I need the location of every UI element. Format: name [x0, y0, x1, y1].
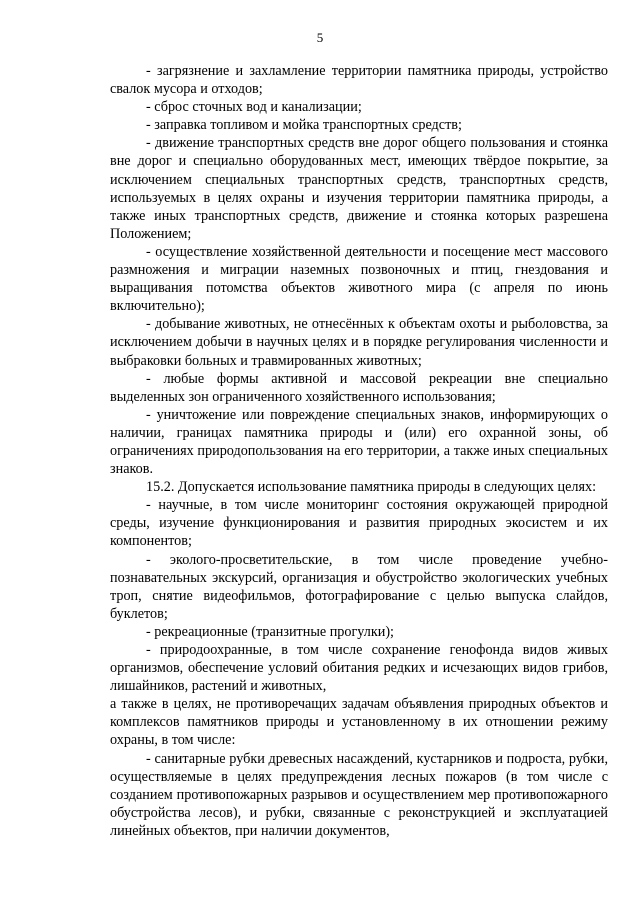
- paragraph-refueling: - заправка топливом и мойка транспортных средств;: [146, 117, 462, 134]
- paragraph-other-purposes: а также в целях, не противоречащих задачам объявления природных объектов и комплексов памятников природы и установленному в их отношении режиму охраны, в том числе:: [110, 696, 608, 749]
- paragraph-signs: - уничтожение или повреждение специальных знаков, информирующих о наличии, границах памятника природы и (или) его охранной зоны, об ограничениях природопользования на его территории, а также иных специальных знаков.: [110, 406, 608, 478]
- paragraph-educational: - эколого-просветительские, в том числе проведение учебно-познавательных экскурсий, организация и обустройство экологических учебных троп, снятие видеофильмов, фотографирование с целью выпуска слайдов, буклетов;: [110, 551, 608, 622]
- paragraph-recreational: - рекреационные (транзитные прогулки);: [146, 623, 395, 640]
- paragraph-vehicle-traffic: - движение транспортных средств вне дорог общего пользования и стоянка вне дорог и специально оборудованных мест, имеющих твёрдое покрытие, за исключением специальных транспортных средств, транспортных средств, используемых в целях охраны и изучения территории памятника природы, а также иных транспортных средств, движение и стоянка которых разрешена Положением;: [110, 135, 608, 242]
- paragraph-sanitary-felling: - санитарные рубки древесных насаждений, кустарников и подроста, рубки, осуществляемые в целях предупреждения лесных пожаров (в том числе с созданием противопожарных разрывов и осуществлением мер противопожарного обустройства лесов), и рубки, связанные с реконструкцией и эксплуатацией линейных объектов, при наличии документов,: [110, 750, 608, 839]
- paragraph-animal-harvest: - добывание животных, не отнесённых к объектам охоты и рыболовства, за исключением добычи в научных целях и в порядке регулирования численности и выбраковки больных и травмированных животных;: [110, 316, 608, 369]
- paragraph-section-15-2: 15.2. Допускается использование памятника природы в следующих целях:: [146, 479, 597, 496]
- paragraph-breeding-sites: - осуществление хозяйственной деятельности и посещение мест массового размножения и миграции наземных позвоночных и птиц, гнездования и выращивания потомства объектов животного мира (с апреля по июнь включительно);: [110, 243, 608, 315]
- paragraph-recreation-ban: - любые формы активной и массовой рекреации вне специально выделенных зон ограниченного хозяйственного использования;: [110, 370, 608, 405]
- paragraph-conservation: - природоохранные, в том числе сохранение генофонда видов живых организмов, обеспечение условий обитания редких и исчезающих видов грибов, лишайников, растений и животных,: [110, 642, 608, 695]
- paragraph-sewage: - сброс сточных вод и канализации;: [146, 99, 362, 116]
- paragraph-pollution: - загрязнение и захламление территории памятника природы, устройство свалок мусора и отходов;: [110, 63, 608, 98]
- paragraph-scientific: - научные, в том числе мониторинг состояния окружающей природной среды, изучение функционирования и развития природных экосистем и их компонентов;: [110, 497, 608, 550]
- document-body: [110, 62, 608, 840]
- page-number: 5: [316, 30, 324, 45]
